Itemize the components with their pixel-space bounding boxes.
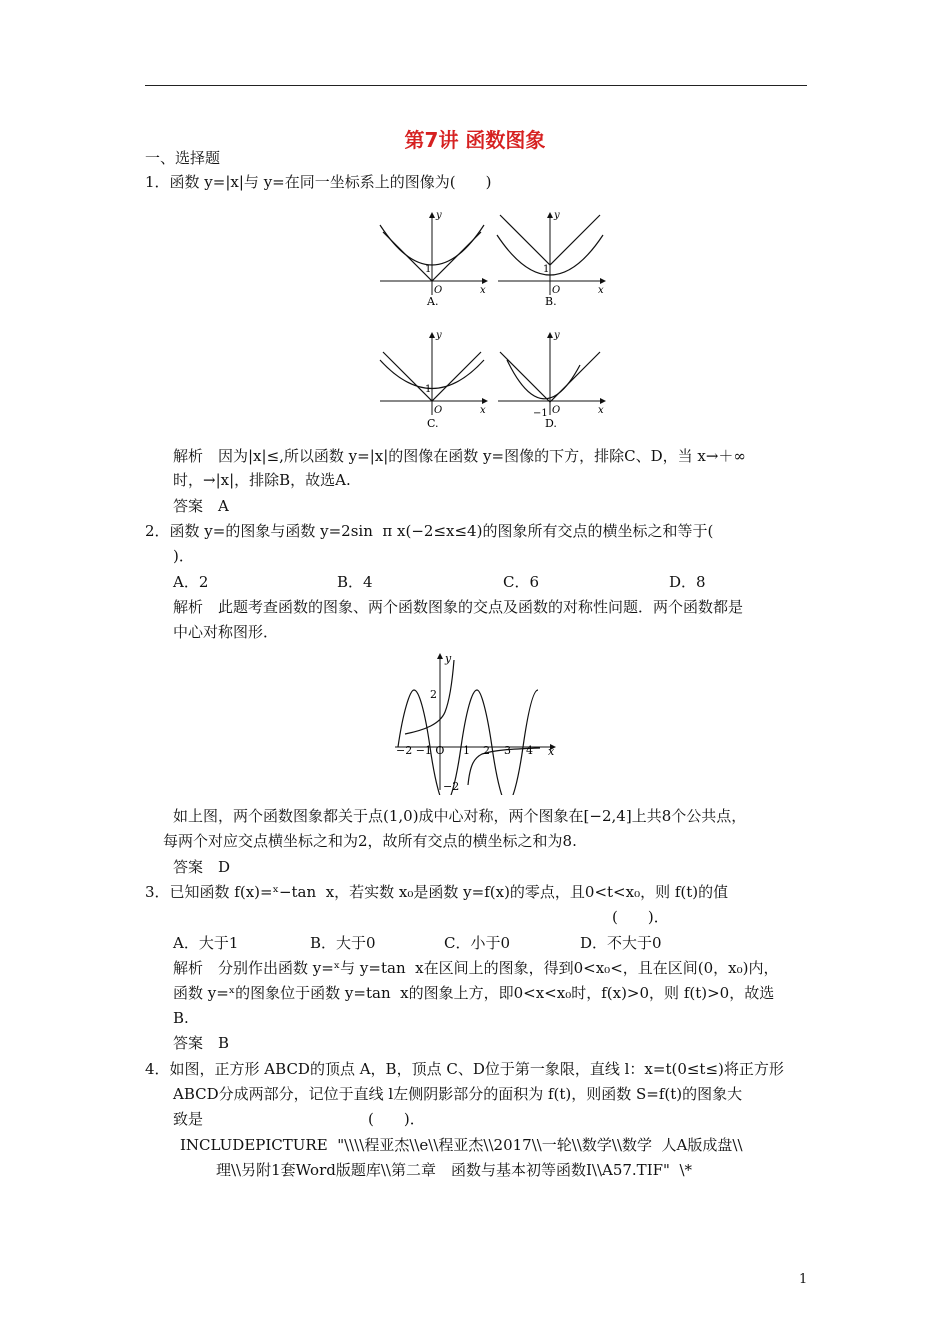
section-label: 一、选择题: [145, 149, 221, 167]
two-label: 2: [430, 688, 437, 701]
tick-4: 4: [526, 744, 533, 757]
option-label-a: A.: [427, 295, 439, 308]
x-label: x: [480, 285, 486, 296]
q2-note-line2: 每两个对应交点横坐标之和为2，故所有交点的横坐标之和为8.: [163, 832, 577, 850]
page-title: 第7讲 函数图象: [404, 128, 546, 152]
q2-analysis-line2: 中心对称图形．: [173, 623, 279, 641]
option-label-d: D.: [545, 417, 557, 430]
q3-analysis-line2: 函数 y=ˣ的图象位于函数 y=tan x的图象上方，即0<x<x₀时，f(x)>0，则 f(t)>0，故选: [173, 984, 775, 1002]
q4-stem-line1: 4．如图，正方形 ABCD的顶点 A，B，顶点 C、D位于第一象限，直线 l：x=t(0≤t≤)将正方形: [145, 1060, 784, 1078]
y-label: y: [436, 330, 442, 341]
origin-label: O: [552, 405, 561, 416]
q2-stem-line1: 2．函数 y=的图象与函数 y=2sin π x(−2≤x≤4)的图象所有交点的横坐标之和等于(: [145, 522, 714, 540]
q1-stem: 1．函数 y=|x|与 y=在同一坐标系上的图像为( ): [145, 173, 492, 191]
x-label: x: [598, 405, 604, 416]
q2-option-a: A．2: [173, 573, 209, 591]
q2-option-d: D．8: [669, 573, 706, 591]
q3-option-b: B．大于0: [310, 934, 376, 952]
q1-analysis-line1: 解析 因为|x|≤,所以函数 y=|x|的图像在函数 y=图像的下方，排除C、D，当 x→＋∞: [173, 447, 746, 465]
tick-2: 2: [483, 744, 490, 757]
graph-c: [380, 330, 487, 430]
neg-one-label: −1: [533, 408, 548, 419]
x-label: x: [548, 745, 555, 758]
neg-two-label: −2: [443, 780, 460, 793]
q3-stem-line1: 3．已知函数 f(x)=ˣ−tan x，若实数 x₀是函数 y=f(x)的零点，且0<t<x₀，则 f(t)的值: [145, 883, 729, 901]
q2-analysis-line1: 解析 此题考查函数的图象、两个函数图象的交点及函数的对称性问题．两个函数都是: [173, 598, 744, 616]
q2-stem-line2: )．: [173, 547, 194, 565]
q3-analysis-line1: 解析 分别作出函数 y=ˣ与 y=tan x在区间上的图象，得到0<x₀<，且在区间(0，x₀)内，: [173, 959, 779, 977]
q3-option-a: A．大于1: [173, 934, 239, 952]
q2-graph: [390, 650, 565, 795]
origin-label: O: [434, 285, 443, 296]
one-label: 1: [543, 264, 550, 275]
q4-stem-line2: ABCD分成两部分，记位于直线 l左侧阴影部分的面积为 f(t)，则函数 S=f(t)的图象大: [173, 1085, 743, 1103]
q1-graph-options: [375, 205, 615, 435]
q4-include-line2: 理\\另附1套Word版题库\\第二章 函数与基本初等函数Ⅰ\\A57.TIF" \*: [216, 1161, 693, 1179]
origin-label: O: [434, 405, 443, 416]
q3-option-d: D．不大于0: [580, 934, 662, 952]
tick-3: 3: [504, 744, 511, 757]
one-label: 1: [425, 384, 432, 395]
q2-note-line1: 如上图，两个函数图象都关于点(1,0)成中心对称，两个图象在[−2,4]上共8个公共点，: [173, 807, 747, 825]
y-label: y: [554, 330, 560, 341]
q3-analysis-line3: B.: [173, 1009, 189, 1027]
q2-answer: 答案 D: [173, 858, 231, 876]
page-number: 1: [799, 1272, 808, 1287]
q3-answer: 答案 B: [173, 1034, 230, 1052]
option-label-b: B.: [545, 295, 557, 308]
graph-a: [380, 210, 487, 308]
origin-label: O: [552, 285, 561, 296]
x-ticks-left: −2 −1 O: [396, 744, 445, 757]
y-label: y: [445, 652, 452, 665]
y-label: y: [554, 210, 560, 221]
option-label-c: C.: [427, 417, 439, 430]
q1-analysis-line2: 时，→|x|，排除B，故选A.: [173, 471, 351, 489]
q4-stem-line3: 致是 ( )．: [173, 1110, 425, 1128]
q1-answer: 答案 A: [173, 497, 229, 515]
graph-b: [497, 210, 605, 308]
x-label: x: [480, 405, 486, 416]
header-rule: [145, 85, 807, 86]
q2-option-b: B．4: [337, 573, 373, 591]
q3-option-c: C．小于0: [444, 934, 511, 952]
q2-option-c: C．6: [503, 573, 540, 591]
q4-include-line1: INCLUDEPICTURE "\\\\程亚杰\\e\\程亚杰\\2017\\一轮\\数学\\数学 人A版成盘\\: [180, 1136, 743, 1154]
one-label: 1: [425, 264, 432, 275]
x-label: x: [598, 285, 604, 296]
graph-d: [498, 330, 605, 430]
q3-stem-line2: ( )．: [612, 908, 669, 926]
tick-1: 1: [463, 744, 470, 757]
y-label: y: [436, 210, 442, 221]
